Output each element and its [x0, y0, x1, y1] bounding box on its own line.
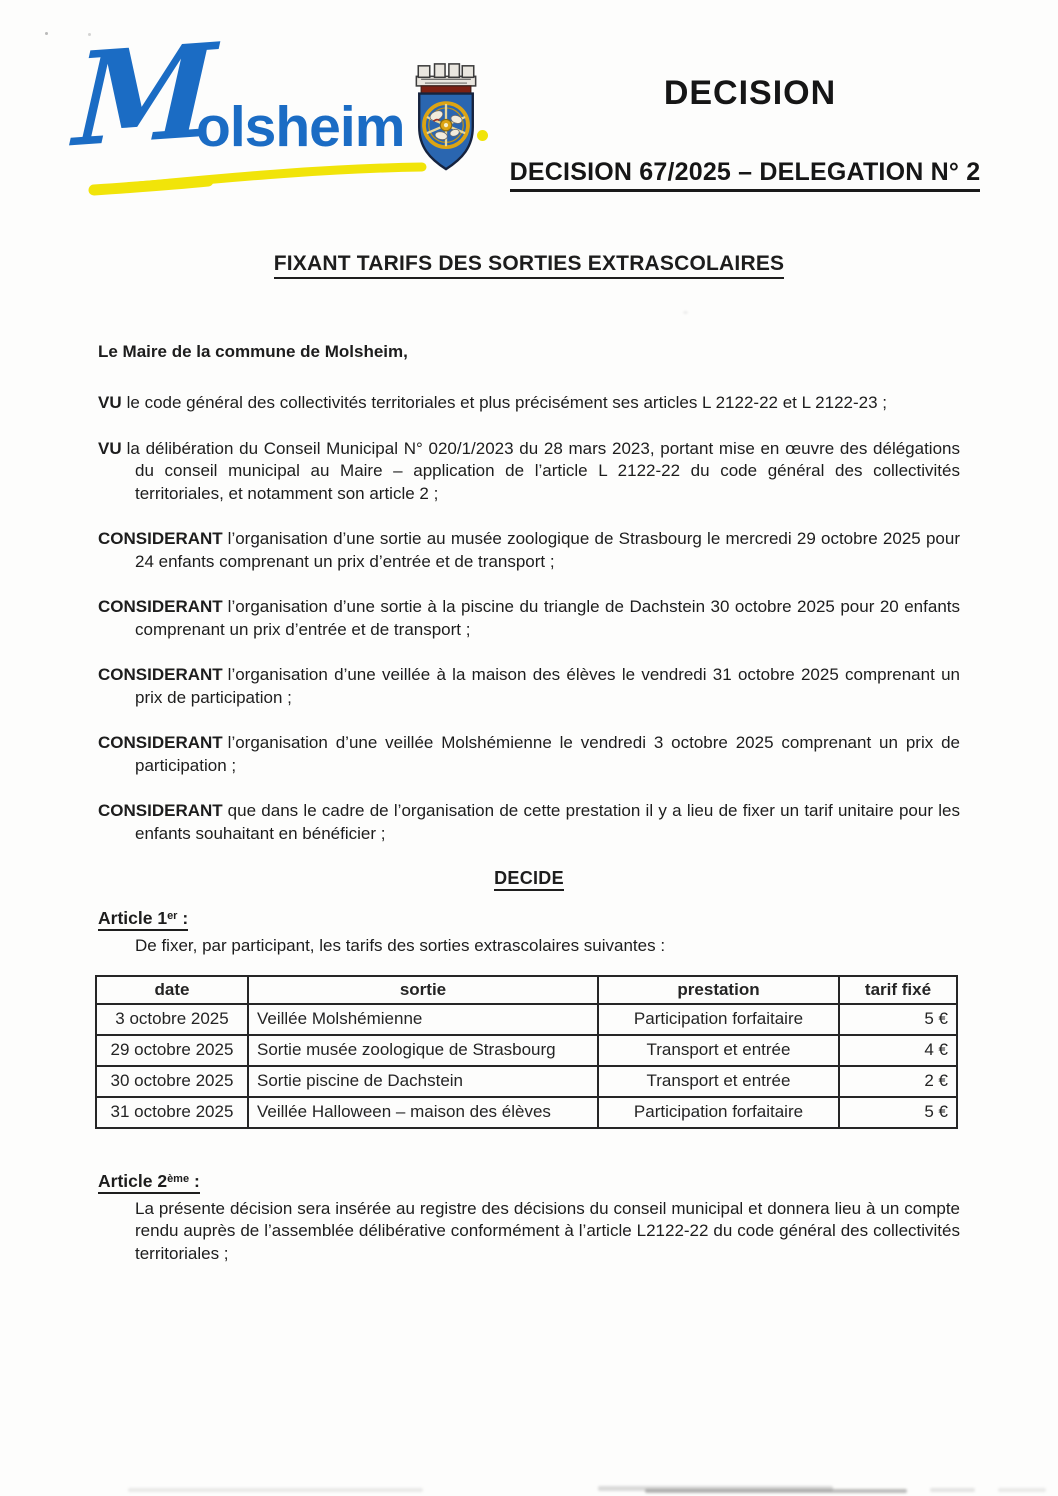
article-2-heading — [98, 1171, 960, 1194]
scan-artifact — [930, 1488, 975, 1492]
scan-artifact — [645, 1489, 907, 1493]
decide-heading: DECIDE — [494, 868, 564, 891]
cell-tarif: 2 € — [839, 1066, 957, 1097]
recital-label: CONSIDERANT — [98, 597, 223, 616]
cell-prestation: Transport et entrée — [598, 1035, 839, 1066]
cell-sortie: Sortie piscine de Dachstein — [248, 1066, 598, 1097]
table-header-row — [96, 976, 957, 1004]
logo-swoosh-underline — [88, 156, 428, 198]
col-header-prestation: prestation — [598, 976, 839, 1004]
cell-sortie: Sortie musée zoologique de Strasbourg — [248, 1035, 598, 1066]
col-header-date: date — [96, 976, 248, 1004]
cell-date: 31 octobre 2025 — [96, 1097, 248, 1128]
molsheim-logo-wordmark: olsheim — [196, 95, 405, 159]
recital-label: CONSIDERANT — [98, 801, 223, 820]
cell-date: 29 octobre 2025 — [96, 1035, 248, 1066]
table-row — [96, 1035, 957, 1066]
recital-text: l’organisation d’une sortie au musée zoologique de Strasbourg le mercredi 29 octobre 2025 pour 24 enfants comprenant un prix d’entrée et de transport ; — [135, 529, 960, 571]
recital-text: que dans le cadre de l’organisation de cette prestation il y a lieu de fixer un tarif unitaire pour les enfants souhaitant en bénéficier ; — [135, 801, 960, 843]
article-1-ordinal: er — [167, 910, 178, 923]
cell-tarif: 5 € — [839, 1004, 957, 1035]
article-1-text: De fixer, par participant, les tarifs des sorties extrascolaires suivantes : — [135, 936, 666, 955]
recital-label: CONSIDERANT — [98, 665, 223, 684]
recital-label: CONSIDERANT — [98, 733, 223, 752]
recital-considerant-5 — [98, 800, 960, 845]
recital-text: la délibération du Conseil Municipal N° 020/1/2023 du 28 mars 2023, portant mise en œuvre des délégations du conseil municipal au Maire – application de l’article L 2122-22 du code général des collectivités territoriales, et notamment son article 2 ; — [126, 438, 960, 503]
recital-considerant-4 — [98, 732, 960, 777]
scan-artifact — [128, 1488, 423, 1492]
cell-prestation: Participation forfaitaire — [598, 1004, 839, 1035]
molsheim-crest-icon — [402, 62, 490, 172]
tarifs-table — [95, 975, 958, 1129]
table-row — [96, 1097, 957, 1128]
document-subject-heading: FIXANT TARIFS DES SORTIES EXTRASCOLAIRES — [274, 252, 784, 279]
recital-label: VU — [98, 438, 122, 458]
col-header-tarif: tarif fixé — [839, 976, 957, 1004]
recital-label: CONSIDERANT — [98, 529, 223, 548]
salutation: Le Maire de la commune de Molsheim, — [98, 342, 408, 361]
cell-prestation: Transport et entrée — [598, 1066, 839, 1097]
article-1-colon: : — [177, 908, 189, 928]
logo-yellow-dot — [477, 130, 488, 141]
recital-vu-2 — [98, 438, 960, 506]
recital-vu-1 — [98, 392, 960, 415]
article-1-label: Article 1 — [98, 908, 168, 928]
article-2-label: Article 2 — [98, 1170, 168, 1191]
recital-considerant-3 — [98, 664, 960, 709]
article-2-ordinal: ème — [167, 1172, 190, 1185]
cell-date: 3 octobre 2025 — [96, 1004, 248, 1035]
recital-considerant-1 — [98, 528, 960, 573]
article-1-heading — [98, 908, 960, 931]
recital-text: le code général des collectivités territoriales et plus précisément ses articles L 2122-22 et L 2122-23 ; — [126, 393, 887, 412]
molsheim-logo-initial: M — [71, 15, 219, 177]
scan-artifact — [998, 1488, 1046, 1492]
document-body — [98, 252, 960, 1265]
document-type-title: DECISION — [663, 74, 837, 112]
decision-reference: DECISION 67/2025 – DELEGATION N° 2 — [510, 158, 981, 192]
recital-text: l’organisation d’une sortie à la piscine du triangle de Dachstein 30 octobre 2025 pour 20 enfants comprenant un prix d’entrée et de transport ; — [135, 597, 960, 639]
table-row — [96, 1066, 957, 1097]
cell-sortie: Veillée Molshémienne — [248, 1004, 598, 1035]
table-row — [96, 1004, 957, 1035]
recital-considerant-2 — [98, 596, 960, 641]
scan-speck — [45, 32, 48, 35]
cell-tarif: 4 € — [839, 1035, 957, 1066]
article-2-colon: : — [189, 1170, 200, 1191]
recital-label: VU — [98, 393, 122, 412]
article-2-text: La présente décision sera insérée au registre des décisions du conseil municipal et donnera lieu à un compte rendu auprès de l’assemblée délibérative conformément à l’article L2122-22 du code général des collectivités territoriales ; — [135, 1198, 960, 1263]
recitals-section — [98, 392, 960, 845]
cell-sortie: Veillée Halloween – maison des élèves — [248, 1097, 598, 1128]
recital-text: l’organisation d’une veillée Molshémienne le vendredi 3 octobre 2025 comprenant un prix de participation ; — [135, 733, 960, 775]
cell-tarif: 5 € — [839, 1097, 957, 1128]
recital-text: l’organisation d’une veillée à la maison des élèves le vendredi 31 octobre 2025 comprenant un prix de participation ; — [135, 665, 960, 707]
cell-prestation: Participation forfaitaire — [598, 1097, 839, 1128]
cell-date: 30 octobre 2025 — [96, 1066, 248, 1097]
col-header-sortie: sortie — [248, 976, 598, 1004]
